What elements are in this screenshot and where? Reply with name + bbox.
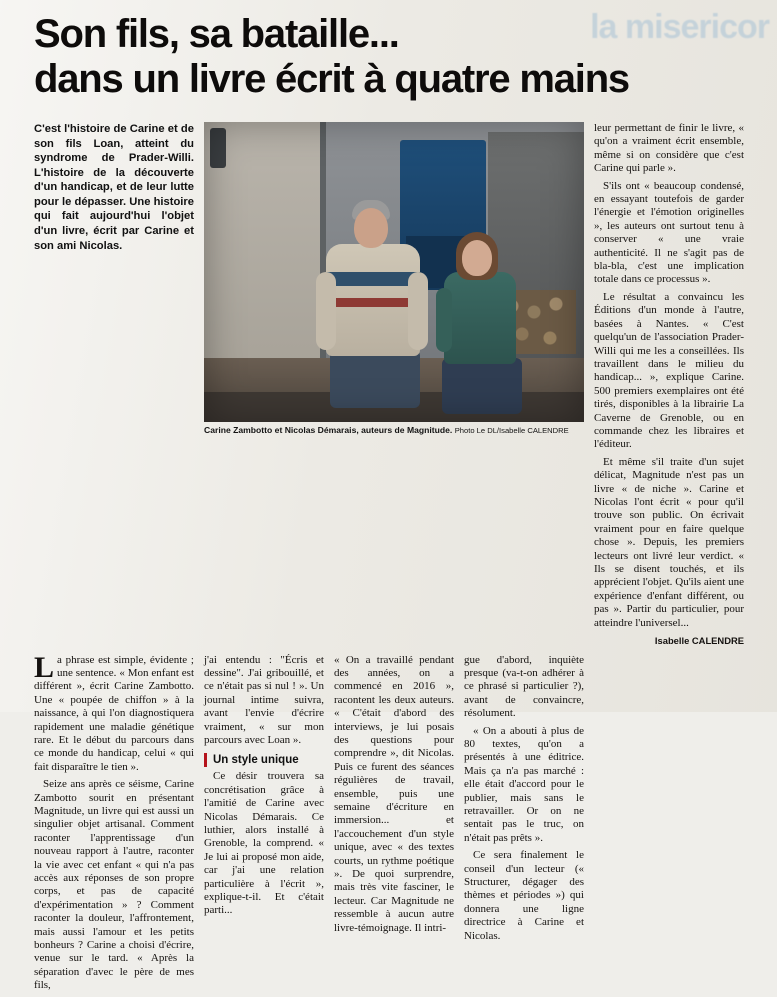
column-2 bbox=[204, 654, 324, 997]
column-1 bbox=[34, 650, 194, 997]
paragraph: La phrase est simple, évidente ; une sentence. « Mon enfant est différent », écrit Carine Zambotto. Une « poupée de chiffon » à la naissance, à qui l'on diagnostiquera rapidement une maladie génétique rare. Et le début du parcours dans ce monde du handicap, celui « qui fait disparaître le tien ». bbox=[34, 650, 194, 773]
photo-block bbox=[204, 122, 584, 647]
ghost-headline-bleed: la misericor bbox=[590, 8, 769, 46]
page-title bbox=[34, 14, 746, 100]
headline-line-2: dans un livre écrit à quatre mains bbox=[34, 56, 629, 101]
article-top-row bbox=[34, 122, 746, 647]
paragraph: leur permettant de finir le livre, « qu'on a vraiment écrit ensemble, même si on considère que c'est Carine qui parle ». bbox=[594, 122, 744, 175]
paragraph: « On a travaillé pendant des années, on a commencé en 2016 », racontent les deux auteurs. « C'était d'abord des interviews, je lui posais des questions pour comprendre », dit Nicolas. Puis ce furent des séances régulières de travail, ensemble, puis une semaine d'écriture en immersion... et l'accouchement d'un style unique, avec « des textes courts, un rythme poétique ». De quoi surprendre, mais très vite fasciner, le lecteur. Car Magnitude ne ressemble à aucun autre livre-témoignage. Il intri- bbox=[334, 653, 454, 934]
photo-credit: Photo Le DL/Isabelle CALENDRE bbox=[454, 426, 569, 435]
paragraph: Le résultat a convaincu les Éditions d'un monde à l'autre, basées à Nantes. « C'est quelqu'un de l'association Prader-Willi qui me les a conseillées. Ils travaillent dans le milieu du handicap... », explique Carine. 500 premiers exemplaires ont été tirés, disponibles à la librairie La Caverne de Grenoble, ou en commande chez les libraires et l'éditeur. bbox=[594, 290, 744, 451]
photo-vignette bbox=[204, 122, 584, 422]
column-5-top bbox=[594, 122, 744, 647]
paragraph: Ce désir trouvera sa concrétisation grâce à l'amitié de Carine avec Nicolas Démarais. Ce luthier, alors installé à Grenoble, la comprend. « Je lui ai proposé mon aide, car j'ai une relation particulière à l'écrit », explique-t-il. Et c'était parti... bbox=[204, 770, 324, 917]
column-4 bbox=[464, 654, 584, 997]
paragraph: Et même s'il traite d'un sujet délicat, Magnitude n'est pas un livre « de niche ». Carine et Nicolas l'ont écrit « pour qu'il trouve son public. On écrivait vraiment pour en faire quelque chose ». Depuis, les premiers lecteurs ont livré leur verdict. « Ils se disent touchés, et ils apprécient l'objet. Qu'ils aient une expérience d'enfant différent, ou pas ». Partir du particulier, pour atteindre l'universel... bbox=[594, 455, 744, 629]
article-photo bbox=[204, 122, 584, 422]
paragraph: gue d'abord, inquiète presque (va-t-on adhérer à ce phrasé si particulier ?), avant de convaincre, résolument. bbox=[464, 653, 584, 720]
paragraph: « On a abouti à plus de 80 textes, qu'on a présentés à une éditrice. Mais ça n'a pas marché : elle était d'accord pour le publier, mais sans le retravailler. Or on ne sentait pas le truc, on n'était pas prêts ». bbox=[464, 724, 584, 844]
photo-caption-text: Carine Zambotto et Nicolas Démarais, auteurs de Magnitude. bbox=[204, 425, 453, 435]
standfirst: C'est l'histoire de Carine et de son fils Loan, atteint du syndrome de Prader-Willi. L'histoire de la découverte d'un handicap, et de leur lutte pour le dépasser. Une histoire qui fait aujourd'hui l'objet d'un livre, écrit par Carine et son ami Nicolas. bbox=[34, 123, 194, 252]
paragraph: S'ils ont « beaucoup condensé, en essayant toutefois de garder l'énergie et l'émotion originelles », les auteurs ont surtout tenu à conserver « une vraie authenticité. Il ne s'agit pas de bla-bla, c'est une implication totale dans ce processus ». bbox=[594, 179, 744, 286]
paragraph: j'ai entendu : "Écris et dessine". J'ai gribouillé, et ce n'était pas si nul ! ». Un journal intime suivra, avant l'envie d'écrire vraiment, « sur mon parcours avec Loan ». bbox=[204, 653, 324, 746]
article-bottom-row bbox=[34, 650, 746, 997]
article-body bbox=[34, 122, 746, 992]
headline-line-1: Son fils, sa bataille... bbox=[34, 12, 399, 56]
photo-caption bbox=[204, 422, 584, 435]
paragraph: Seize ans après ce séisme, Carine Zambotto sourit en présentant Magnitude, un livre qui est aussi un singulier objet artisanal. Comment raconter l'apprentissage d'un nouveau rapport à l'autre, raconter la vie avec cet enfant « qui n'a pas accès aux réponses de son propre corps, et pas de capacité d'expérimentation » ? Comment raconter la douleur, l'affrontement, mais aussi l'amour et les petits bonheurs ? Carine a choisi d'écrire, venue sur le tard. « Après la séparation d'avec le père de mes fils, bbox=[34, 778, 194, 992]
column-3 bbox=[334, 654, 454, 997]
paragraph: Ce sera finalement le conseil d'un lecteur (« Structurer, dégager des thèmes et périodes ») qui donnera une ligne directrice à Carine et Nicolas. bbox=[464, 849, 584, 942]
byline: Isabelle CALENDRE bbox=[654, 635, 744, 647]
section-subheading: Un style unique bbox=[204, 753, 324, 767]
